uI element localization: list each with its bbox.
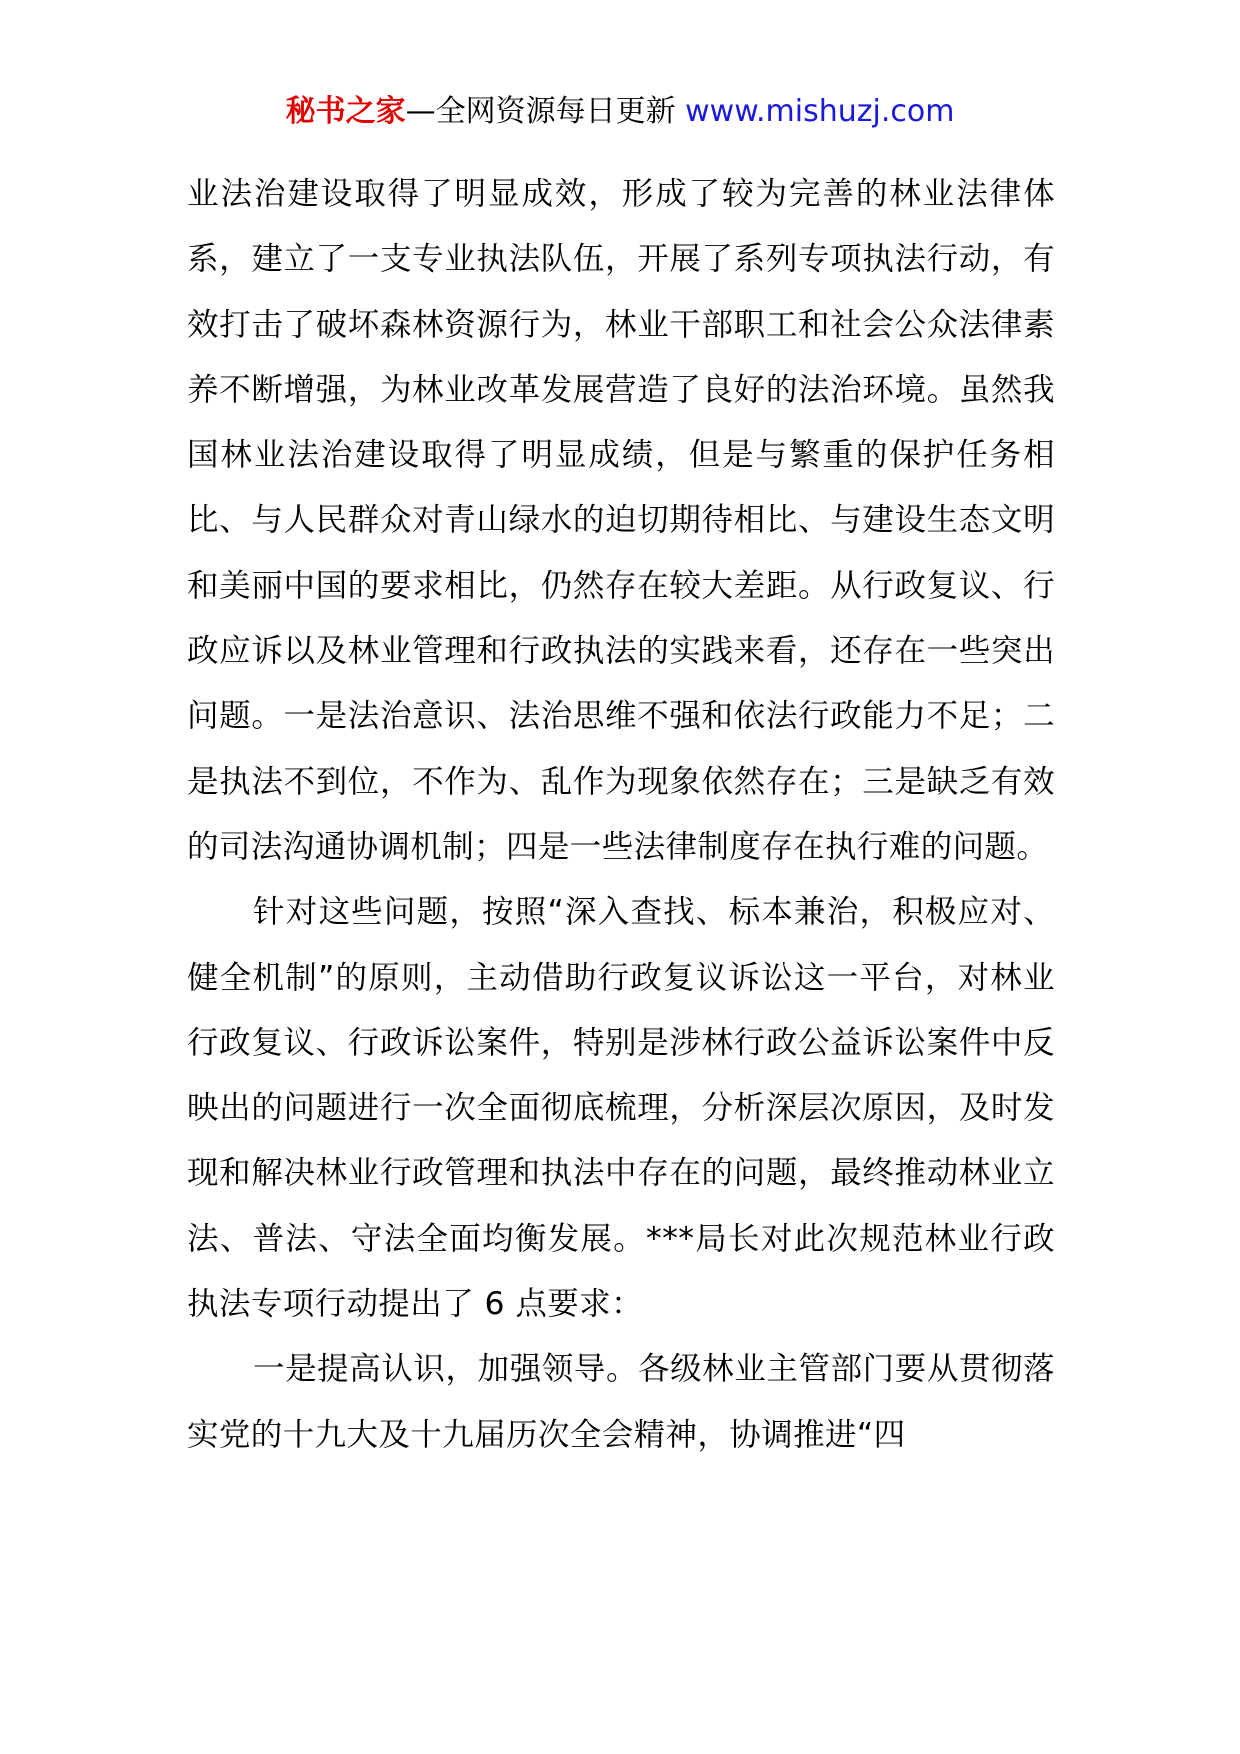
- paragraph: 针对这些问题，按照“深入查找、标本兼治，积极应对、健全机制”的原则，主动借助行政复议诉讼这一平台，对林业行政复议、行政诉讼案件，特别是涉林行政公益诉讼案件中反映出的问题进行一次全面彻底梳理，分析深层次原因，及时发现和解决林业行政管理和执法中存在的问题，最终推动林业立法、普法、守法全面均衡发展。***局长对此次规范林业行政执法专项行动提出了 6 点要求：: [187, 894, 1055, 1323]
- site-header: [0, 92, 1240, 132]
- paragraph-continuation: 业法治建设取得了明显成效，形成了较为完善的林业法律体系，建立了一支专业执法队伍，开展了系列专项执法行动，有效打击了破坏森林资源行为，林业干部职工和社会公众法律素养不断增强，为林业改革发展营造了良好的法治环境。虽然我国林业法治建设取得了明显成绩，但是与繁重的保护任务相比、与人民群众对青山绿水的迫切期待相比、与建设生态文明和美丽中国的要求相比，仍然存在较大差距。从行政复议、行政应诉以及林业管理和行政执法的实践来看，还存在一些突出问题。一是法治意识、法治思维不强和依法行政能力不足；二是执法不到位，不作为、乱作为现象依然存在；三是缺乏有效的司法沟通协调机制；四是一些法律制度存在执行难的问题。: [187, 176, 1055, 865]
- site-url-link[interactable]: www.mishuzj.com: [685, 94, 955, 129]
- brand-name: 秘书之家: [285, 94, 406, 129]
- document-body: [187, 162, 1055, 1468]
- paragraph: 一是提高认识，加强领导。各级林业主管部门要从贯彻落实党的十九大及十九届历次全会精神，协调推进“四: [187, 1351, 1055, 1453]
- header-tagline: —全网资源每日更新: [405, 94, 686, 129]
